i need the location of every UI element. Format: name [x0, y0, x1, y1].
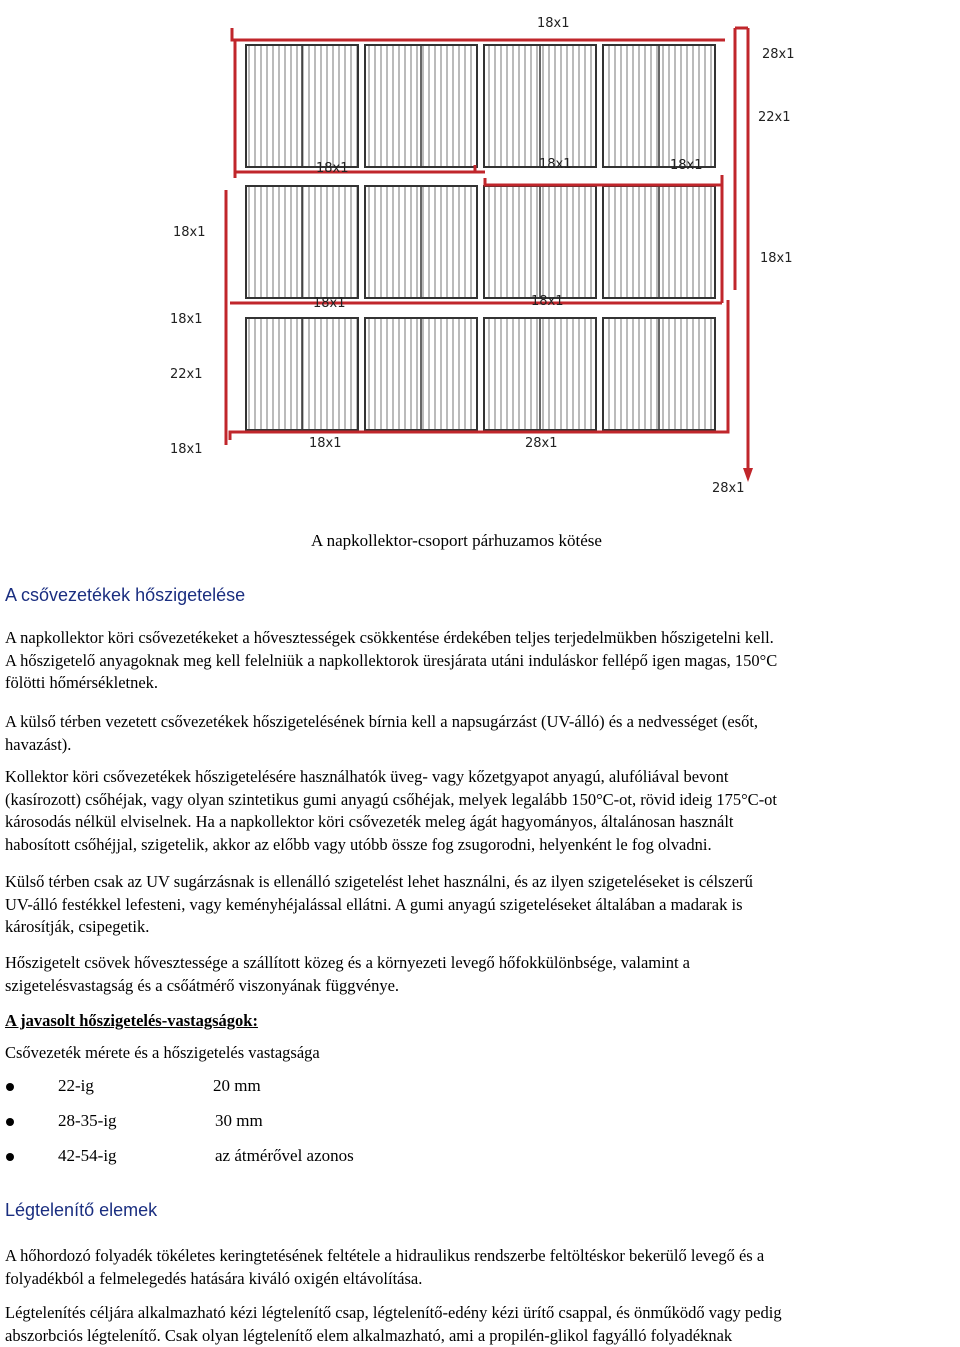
bullet-icon	[6, 1083, 14, 1091]
list-item-size: 42-54-ig	[58, 1146, 117, 1165]
label-bottom-right-28x1: 28x1	[712, 481, 745, 496]
paragraph-6	[5, 1245, 960, 1290]
section-heading-insulation: A csővezetékek hőszigetelése	[5, 585, 246, 605]
label-right-18x1: 18x1	[760, 251, 793, 266]
paragraph-line: A hőhordozó folyadék tökéletes keringtetésének feltétele a hidraulikus rendszerbe feltöltéskor bekerülő levegő és a	[5, 1246, 765, 1265]
bullet-icon	[6, 1118, 14, 1126]
paragraph-line: habosított csőhéjjal, szigetelik, akkor az előbb vagy utóbb össze fog zsugorodni, helyenként le fog olvadni.	[5, 834, 712, 854]
label-row1-18x1-a: 18x1	[316, 161, 349, 176]
paragraph-line: A külső térben vezetett csővezetékek hőszigetelésének bírnia kell a napsugárzást (UV-álló) és a nedvességet (esőt,	[5, 712, 759, 731]
paragraph-line: Hőszigetelt csövek hővesztessége a szállított közeg és a környezeti levegő hőfokkülönbsége, valamint a	[5, 953, 690, 972]
paragraph-line: UV-álló festékkel lefesteni, vagy keményhéjalással ellátni. A gumi anyagú szigeteléseket általában a madarak is	[5, 894, 743, 914]
paragraph-line: szigetelésvastagság és a csőátmérő viszonyának függvénye.	[5, 975, 400, 995]
table-intro: Csővezeték mérete és a hőszigetelés vastagsága	[5, 1043, 320, 1062]
collector-panels	[246, 45, 715, 430]
list-item-thickness: 20 mm	[213, 1076, 261, 1095]
label-row2-18x1-b: 18x1	[531, 294, 564, 309]
label-left-22x1: 22x1	[170, 367, 203, 382]
paragraph-line: Külső térben csak az UV sugárzásnak is ellenálló szigetelést lehet használni, és az ilyen szigeteléseket is célszerű	[5, 872, 753, 891]
figure-caption: A napkollektor-csoport párhuzamos kötése	[311, 531, 602, 550]
recommended-thickness-heading: A javasolt hőszigetelés-vastagságok:	[5, 1011, 258, 1030]
label-left-18x1-c: 18x1	[170, 442, 203, 457]
label-right-22x1: 22x1	[758, 110, 791, 125]
label-row1-18x1-c: 18x1	[670, 158, 703, 173]
label-bottom-18x1: 18x1	[309, 436, 342, 451]
list-item-thickness: 30 mm	[215, 1111, 263, 1130]
list-item-size: 28-35-ig	[58, 1111, 117, 1130]
paragraph-1	[5, 627, 960, 695]
list-item-size: 22-ig	[58, 1076, 94, 1095]
paragraph-line: abszorbciós légtelenítő. Csak olyan légtelenítő elem alkalmazható, ami a propilén-glikol fagyálló folyadéknak	[5, 1325, 733, 1345]
paragraph-3	[5, 766, 960, 856]
label-bottom-28x1: 28x1	[525, 436, 558, 451]
paragraph-line: fölötti hőmérsékletnek.	[5, 673, 159, 692]
label-left-18x1-b: 18x1	[170, 312, 203, 327]
collector-diagram-svg	[0, 0, 960, 500]
label-top-18x1: 18x1	[537, 16, 570, 31]
label-right-28x1: 28x1	[762, 47, 795, 62]
paragraph-line: károsítják, csipegetik.	[5, 917, 150, 936]
paragraph-5	[5, 952, 960, 997]
bullet-icon	[6, 1153, 14, 1161]
paragraph-line: folyadékból a felmelegedés hatására kiváló oxigén eltávolítása.	[5, 1268, 423, 1288]
paragraph-7	[5, 1302, 960, 1347]
paragraph-2	[5, 711, 960, 756]
paragraph-4	[5, 871, 960, 939]
paragraph-line: havazást).	[5, 734, 72, 754]
flow-arrow-icon	[743, 468, 753, 482]
paragraph-line: Légtelenítés céljára alkalmazható kézi légtelenítő csap, légtelenítő-edény kézi ürítő csappal, és önműködő vagy pedig	[5, 1303, 782, 1322]
label-row1-18x1-b: 18x1	[539, 157, 572, 172]
paragraph-line: Kollektor köri csővezetékek hőszigetelésére használhatók üveg- vagy kőzetgyapot anyagú, alufóliával bevont	[5, 767, 729, 786]
list-item-thickness: az átmérővel azonos	[215, 1146, 354, 1165]
paragraph-line: károsodás nélkül elviselnek. Ha a napkollektor köri csővezeték meleg ágát hagyományos, általánosan használt	[5, 812, 734, 831]
paragraph-line: (kasírozott) csőhéjak, vagy olyan szintetikus gumi anyagú csőhéjak, melyek legalább 150°C-ot, rövid ideig 175°C-ot	[5, 789, 778, 809]
paragraph-line: A napkollektor köri csővezetékeket a hővesztességek csökkentése érdekében teljes terjedelmükben hőszigetelni kell.	[5, 628, 774, 647]
label-left-18x1-a: 18x1	[173, 225, 206, 240]
label-row2-18x1-a: 18x1	[313, 296, 346, 311]
paragraph-line: A hőszigetelő anyagoknak meg kell felelniük a napkollektorok üresjárata utáni induláskor fellépő igen magas, 150°C	[5, 650, 778, 670]
collector-diagram	[0, 0, 960, 500]
section-heading-air-vents: Légtelenítő elemek	[5, 1200, 158, 1220]
